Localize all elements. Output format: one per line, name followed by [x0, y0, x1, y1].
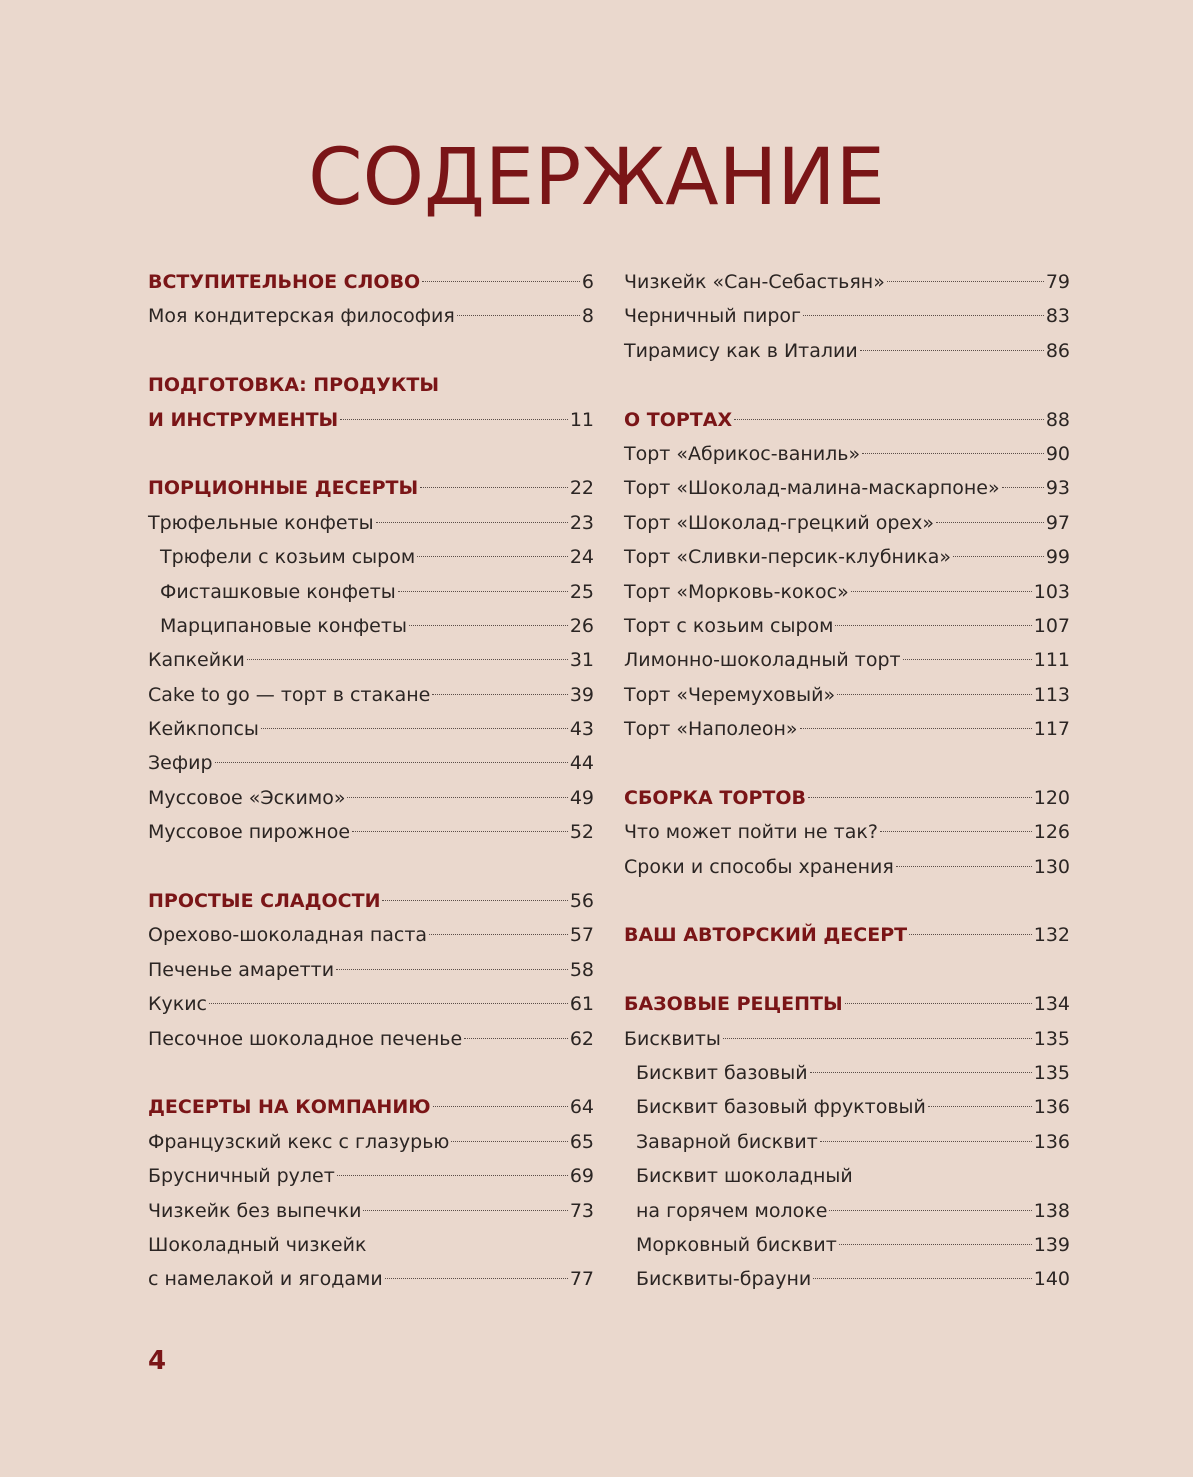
toc-dot-leader — [803, 315, 1044, 316]
toc-entry-label: Торт «Шоколад-малина-маскарпоне» — [624, 477, 1000, 500]
toc-entry[interactable] — [148, 987, 594, 1021]
toc-dot-leader — [909, 934, 1032, 935]
toc-entry-label: Торт «Шоколад-грецкий орех» — [624, 511, 934, 534]
toc-dot-leader — [417, 556, 568, 557]
toc-entry-label: Орехово-шоколадная паста — [148, 924, 428, 947]
toc-entry[interactable] — [624, 678, 1070, 712]
toc-entry[interactable] — [624, 575, 1070, 609]
toc-right-column — [624, 265, 1070, 1297]
toc-dot-leader — [398, 591, 568, 592]
toc-entry-label: ПОДГОТОВКА: ПРОДУКТЫ — [148, 374, 440, 397]
toc-dot-leader — [215, 762, 568, 763]
toc-dot-leader — [837, 694, 1032, 695]
toc-entry-label: Что может пойти не так? — [624, 821, 878, 844]
toc-entry[interactable] — [148, 781, 594, 815]
toc-entry-label: Торт «Сливки-персик-клубника» — [624, 546, 952, 569]
toc-dot-leader — [936, 522, 1044, 523]
toc-entry[interactable] — [148, 918, 594, 952]
toc-entry[interactable] — [148, 678, 594, 712]
toc-page-number: 136 — [1033, 1096, 1070, 1119]
toc-entry[interactable] — [624, 1159, 1070, 1193]
toc-entry-label: ПОРЦИОННЫЕ ДЕСЕРТЫ — [148, 477, 419, 500]
toc-entry[interactable] — [148, 643, 594, 677]
toc-dot-leader — [896, 866, 1032, 867]
toc-entry[interactable] — [148, 1022, 594, 1056]
toc-dot-leader — [820, 1141, 1032, 1142]
toc-page-number: 140 — [1033, 1268, 1070, 1291]
toc-dot-leader — [429, 934, 568, 935]
toc-dot-leader — [376, 522, 568, 523]
toc-page-number: 83 — [1045, 305, 1070, 328]
toc-page-number: 134 — [1033, 993, 1070, 1016]
toc-section-heading[interactable] — [624, 781, 1070, 815]
toc-entry[interactable] — [148, 1125, 594, 1159]
toc-page-number: 136 — [1033, 1130, 1070, 1153]
toc-page-number: 77 — [569, 1268, 594, 1291]
toc-dot-leader — [409, 625, 568, 626]
toc-entry-label: Бисквит базовый — [636, 1061, 808, 1084]
toc-entry[interactable] — [624, 712, 1070, 746]
toc-entry[interactable] — [148, 1262, 594, 1296]
toc-page-number: 25 — [569, 580, 594, 603]
toc-dot-leader — [835, 625, 1031, 626]
toc-section-heading[interactable] — [148, 403, 594, 437]
toc-entry-label: Кейкпопсы — [148, 718, 259, 741]
toc-entry-label: Бисквит базовый фруктовый — [636, 1096, 926, 1119]
toc-page-number: 88 — [1045, 408, 1070, 431]
toc-entry-label: на горячем молоке — [636, 1199, 828, 1222]
toc-entry-label: О ТОРТАХ — [624, 408, 733, 431]
toc-page-number: 132 — [1033, 924, 1070, 947]
toc-page-number: 64 — [569, 1096, 594, 1119]
toc-entry[interactable] — [148, 299, 594, 333]
toc-dot-leader — [457, 315, 580, 316]
toc-page-number: 58 — [569, 958, 594, 981]
toc-entry-label: Сроки и способы хранения — [624, 855, 894, 878]
toc-entry[interactable] — [624, 1228, 1070, 1262]
toc-entry-label: Моя кондитерская философия — [148, 305, 455, 328]
toc-page-number: 93 — [1045, 477, 1070, 500]
page-number: 4 — [148, 1346, 167, 1376]
toc-gap — [148, 437, 594, 471]
toc-entry-label: Лимонно-шоколадный торт — [624, 649, 901, 672]
toc-section-heading[interactable] — [624, 987, 1070, 1021]
toc-page-number: 138 — [1033, 1199, 1070, 1222]
toc-dot-leader — [903, 659, 1032, 660]
toc-page-number: 97 — [1045, 511, 1070, 534]
toc-entry-label: Брусничный рулет — [148, 1165, 335, 1188]
toc-entry[interactable] — [148, 575, 594, 609]
toc-dot-leader — [433, 1106, 568, 1107]
toc-dot-leader — [813, 1278, 1032, 1279]
toc-dot-leader — [336, 969, 568, 970]
toc-entry[interactable] — [148, 712, 594, 746]
toc-entry-label: Черничный пирог — [624, 305, 802, 328]
toc-entry[interactable] — [148, 1228, 594, 1262]
toc-page-number: 90 — [1045, 442, 1070, 465]
toc-entry[interactable] — [148, 746, 594, 780]
toc-entry-label: Французский кекс с глазурью — [148, 1130, 450, 1153]
toc-page-number: 24 — [569, 546, 594, 569]
toc-page-number: 73 — [569, 1199, 594, 1222]
toc-entry[interactable] — [624, 815, 1070, 849]
toc-dot-leader — [851, 591, 1032, 592]
toc-entry-label: Печенье амаретти — [148, 958, 335, 981]
toc-page-number: 11 — [569, 408, 594, 431]
toc-entry[interactable] — [624, 471, 1070, 505]
toc-entry[interactable] — [624, 1262, 1070, 1296]
toc-page-number: 49 — [569, 786, 594, 809]
toc-page-number: 113 — [1033, 683, 1070, 706]
toc-page-number: 69 — [569, 1165, 594, 1188]
toc-entry[interactable] — [624, 609, 1070, 643]
toc-section-heading[interactable] — [148, 884, 594, 918]
toc-page-number: 135 — [1033, 1027, 1070, 1050]
toc-dot-leader — [209, 1003, 568, 1004]
toc-page-number: 52 — [569, 821, 594, 844]
toc-dot-leader — [347, 797, 567, 798]
toc-dot-leader — [953, 556, 1044, 557]
toc-entry-label: БАЗОВЫЕ РЕЦЕПТЫ — [624, 993, 843, 1016]
toc-dot-leader — [723, 1038, 1032, 1039]
toc-dot-leader — [363, 1210, 567, 1211]
toc-entry-label: Бисквит шоколадный — [636, 1165, 853, 1188]
toc-page-number: 6 — [581, 271, 594, 293]
toc-gap — [148, 850, 594, 884]
toc-page-number: 126 — [1033, 821, 1070, 844]
toc-page-number: 39 — [569, 683, 594, 706]
toc-page-number: 62 — [569, 1027, 594, 1050]
toc-entry[interactable] — [148, 609, 594, 643]
toc-page-number: 99 — [1045, 546, 1070, 569]
toc-page-number: 31 — [569, 649, 594, 672]
toc-section-heading[interactable] — [624, 403, 1070, 437]
toc-dot-leader — [808, 797, 1032, 798]
toc-entry-label: Торт «Морковь-кокос» — [624, 580, 849, 603]
toc-section-heading[interactable] — [148, 265, 594, 299]
toc-dot-leader — [340, 419, 568, 420]
toc-entry[interactable] — [624, 850, 1070, 884]
toc-dot-leader — [464, 1038, 568, 1039]
toc-entry-label: Cake to go — торт в стакане — [148, 683, 431, 706]
toc-entry-label: Торт с козьим сыром — [624, 614, 834, 637]
toc-gap — [624, 746, 1070, 780]
toc-entry[interactable] — [624, 1090, 1070, 1124]
toc-entry[interactable] — [624, 1022, 1070, 1056]
toc-entry-label: ВСТУПИТЕЛЬНОЕ СЛОВО — [148, 271, 421, 293]
toc-entry[interactable] — [624, 1194, 1070, 1228]
toc-page-number: 65 — [569, 1130, 594, 1153]
toc-entry[interactable] — [624, 540, 1070, 574]
toc-entry-label: Трюфельные конфеты — [148, 511, 374, 534]
toc-dot-leader — [422, 281, 580, 282]
toc-dot-leader — [261, 728, 568, 729]
toc-entry[interactable] — [624, 437, 1070, 471]
toc-entry-label: Тирамису как в Италии — [624, 339, 858, 362]
toc-entry-label: ВАШ АВТОРСКИЙ ДЕСЕРТ — [624, 924, 908, 947]
toc-entry-label: Песочное шоколадное печенье — [148, 1027, 463, 1050]
toc-dot-leader — [420, 487, 568, 488]
toc-entry-label: Марципановые конфеты — [160, 614, 407, 637]
toc-dot-leader — [734, 419, 1044, 420]
toc-page-number: 56 — [569, 890, 594, 913]
toc-dot-leader — [382, 900, 567, 901]
toc-page-number: 120 — [1033, 786, 1070, 809]
toc-page-number: 61 — [569, 993, 594, 1016]
toc-dot-leader — [247, 659, 568, 660]
toc-entry-label: Торт «Черемуховый» — [624, 683, 836, 706]
toc-entry-label: Морковный бисквит — [636, 1233, 837, 1256]
toc-dot-leader — [880, 831, 1032, 832]
toc-entry[interactable] — [148, 1159, 594, 1193]
toc-section-heading[interactable] — [148, 471, 594, 505]
toc-entry[interactable] — [624, 1056, 1070, 1090]
toc-entry-label: Торт «Абрикос-ваниль» — [624, 442, 861, 465]
toc-gap — [624, 953, 1070, 987]
toc-page-number: 26 — [569, 614, 594, 637]
toc-dot-leader — [337, 1175, 568, 1176]
toc-entry[interactable] — [148, 1194, 594, 1228]
toc-entry-label: Бисквиты — [624, 1027, 721, 1050]
toc-entry-label: Муссовое пирожное — [148, 821, 351, 844]
toc-dot-leader — [839, 1244, 1032, 1245]
toc-section-heading[interactable] — [624, 918, 1070, 952]
toc-entry-label: Чизкейк без выпечки — [148, 1199, 362, 1222]
toc-entry-label: Зефир — [148, 752, 213, 775]
toc-entry-label: с намелакой и ягодами — [148, 1268, 383, 1291]
toc-entry-label: Заварной бисквит — [636, 1130, 818, 1153]
toc-dot-leader — [928, 1106, 1032, 1107]
toc-page-number: 107 — [1033, 614, 1070, 637]
toc-dot-leader — [352, 831, 568, 832]
toc-entry[interactable] — [148, 540, 594, 574]
toc-entry-label: Бисквиты-брауни — [636, 1268, 812, 1291]
toc-gap — [148, 334, 594, 368]
toc-left-column — [148, 265, 594, 1297]
toc-gap — [624, 884, 1070, 918]
toc-dot-leader — [862, 453, 1044, 454]
toc-entry-label: И ИНСТРУМЕНТЫ — [148, 408, 339, 431]
toc-entry-label: Шоколадный чизкейк — [148, 1233, 367, 1256]
toc-entry[interactable] — [148, 953, 594, 987]
toc-entry-label: ДЕСЕРТЫ НА КОМПАНИЮ — [148, 1096, 431, 1119]
toc-gap — [624, 368, 1070, 402]
toc-page-number: 22 — [569, 477, 594, 500]
toc-entry-label: СБОРКА ТОРТОВ — [624, 786, 806, 809]
toc-page-number: 117 — [1033, 718, 1070, 741]
toc-entry-label: Чизкейк «Сан-Себастьян» — [624, 271, 885, 293]
toc-page-number: 135 — [1033, 1061, 1070, 1084]
toc-entry-label: ПРОСТЫЕ СЛАДОСТИ — [148, 890, 381, 913]
toc-entry[interactable] — [148, 506, 594, 540]
toc-entry-label: Фисташковые конфеты — [160, 580, 396, 603]
toc-page-number: 103 — [1033, 580, 1070, 603]
toc-gap — [148, 1056, 594, 1090]
toc-dot-leader — [432, 694, 567, 695]
toc-entry-label: Муссовое «Эскимо» — [148, 786, 346, 809]
toc-dot-leader — [810, 1072, 1032, 1073]
toc-page-number: 8 — [581, 305, 594, 328]
toc-section-heading[interactable] — [148, 1090, 594, 1124]
toc-entry[interactable] — [624, 643, 1070, 677]
page-title: СОДЕРЖАНИЕ — [308, 133, 885, 223]
toc-page-number: 111 — [1033, 649, 1070, 672]
toc-entry-label: Трюфели с козьим сыром — [160, 546, 416, 569]
toc-page-number: 139 — [1033, 1233, 1070, 1256]
toc-section-heading[interactable] — [148, 368, 594, 402]
toc-page-number: 86 — [1045, 339, 1070, 362]
toc-dot-leader — [385, 1278, 568, 1279]
toc-dot-leader — [860, 350, 1044, 351]
toc-entry[interactable] — [624, 299, 1070, 333]
toc-page-number: 57 — [569, 924, 594, 947]
toc-page-number: 23 — [569, 511, 594, 534]
toc-dot-leader — [845, 1003, 1032, 1004]
toc-entry-label: Торт «Наполеон» — [624, 718, 798, 741]
toc-dot-leader — [829, 1210, 1031, 1211]
toc-dot-leader — [1002, 487, 1044, 488]
toc-page-number: 44 — [569, 752, 594, 775]
toc-page-number: 43 — [569, 718, 594, 741]
toc-entry-label: Кукис — [148, 993, 208, 1016]
toc-entry-label: Капкейки — [148, 649, 245, 672]
toc-page-number: 79 — [1045, 271, 1070, 293]
toc-dot-leader — [451, 1141, 567, 1142]
toc-entry[interactable] — [624, 265, 1070, 299]
toc-entry[interactable] — [624, 1125, 1070, 1159]
toc-page-number: 130 — [1033, 855, 1070, 878]
toc-dot-leader — [887, 281, 1044, 282]
toc-entry[interactable] — [624, 506, 1070, 540]
toc-entry[interactable] — [148, 815, 594, 849]
toc-entry[interactable] — [624, 334, 1070, 368]
toc-dot-leader — [800, 728, 1032, 729]
